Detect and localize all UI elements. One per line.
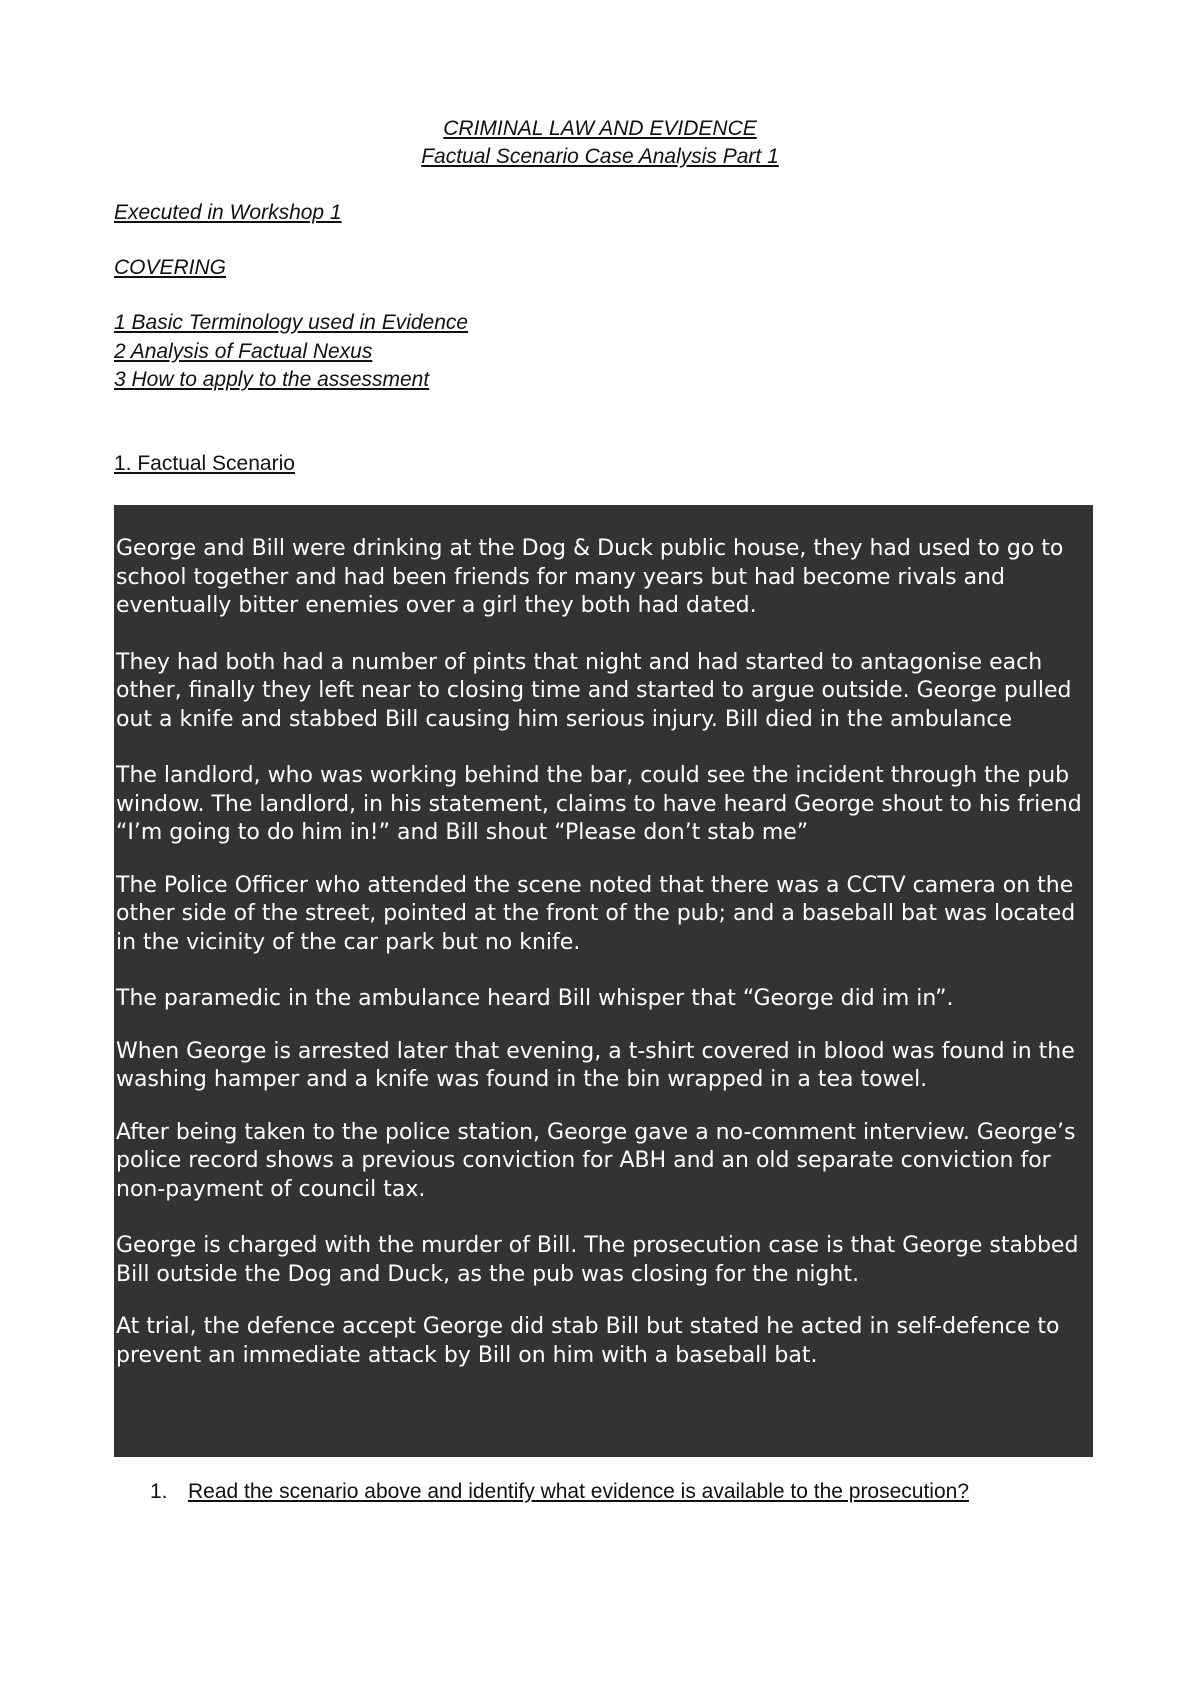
scenario-paragraph: The landlord, who was working behind the bar, could see the incident through the pub window. The landlord, in his statement, claims to have heard George shout to his friend “I’m going to do him in!” and Bill shout “Please don’t stab me” bbox=[116, 763, 1082, 845]
scenario-paragraph: At trial, the defence accept George did stab Bill but stated he acted in self-defence to prevent an immediate attack by Bill on him with a baseball bat. bbox=[116, 1314, 1060, 1368]
scenario-paragraph: The paramedic in the ambulance heard Bill whisper that “George did im in”. bbox=[116, 986, 954, 1011]
document-title: CRIMINAL LAW AND EVIDENCE bbox=[443, 117, 757, 140]
question-text: Read the scenario above and identify what evidence is available to the prosecution? bbox=[188, 1480, 970, 1503]
section-heading: 1. Factual Scenario bbox=[114, 452, 295, 475]
scenario-box bbox=[114, 505, 1093, 1457]
question-number: 1. bbox=[150, 1480, 168, 1503]
topic-item: 3 How to apply to the assessment bbox=[114, 368, 430, 391]
executed-note: Executed in Workshop 1 bbox=[114, 201, 342, 224]
document-header bbox=[0, 115, 1200, 171]
topic-item: 1 Basic Terminology used in Evidence bbox=[114, 311, 469, 334]
document-subtitle: Factual Scenario Case Analysis Part 1 bbox=[421, 145, 779, 168]
scenario-paragraph: George and Bill were drinking at the Dog & Duck public house, they had used to go to school together and had been friends for many years but had become rivals and eventually bitter enemies over a girl they both had dated. bbox=[116, 536, 1064, 618]
topic-item: 2 Analysis of Factual Nexus bbox=[114, 339, 373, 363]
scenario-paragraph: George is charged with the murder of Bill. The prosecution case is that George stabbed Bill outside the Dog and Duck, as the pub was closing for the night. bbox=[116, 1233, 1079, 1287]
scenario-paragraph: After being taken to the police station, George gave a no-comment interview. George’s police record shows a previous conviction for ABH and an old separate conviction for non-payment of council tax. bbox=[116, 1119, 1076, 1202]
covering-label: COVERING bbox=[114, 256, 227, 279]
scenario-paragraph: When George is arrested later that evening, a t-shirt covered in blood was found in the washing hamper and a knife was found in the bin wrapped in a tea towel. bbox=[116, 1038, 1075, 1092]
scenario-paragraph: They had both had a number of pints that night and had started to antagonise each other, finally they left near to closing time and started to argue outside. George pulled out a knife and stabbed Bill causing him serious injury. Bill died in the ambulance bbox=[116, 649, 1072, 732]
scenario-paragraph: The Police Officer who attended the scene noted that there was a CCTV camera on the other side of the street, pointed at the front of the pub; and a baseball bat was located in the vicinity of the car park but no knife. bbox=[116, 872, 1076, 955]
topics-list bbox=[114, 309, 468, 395]
question-item bbox=[150, 1478, 1092, 1506]
